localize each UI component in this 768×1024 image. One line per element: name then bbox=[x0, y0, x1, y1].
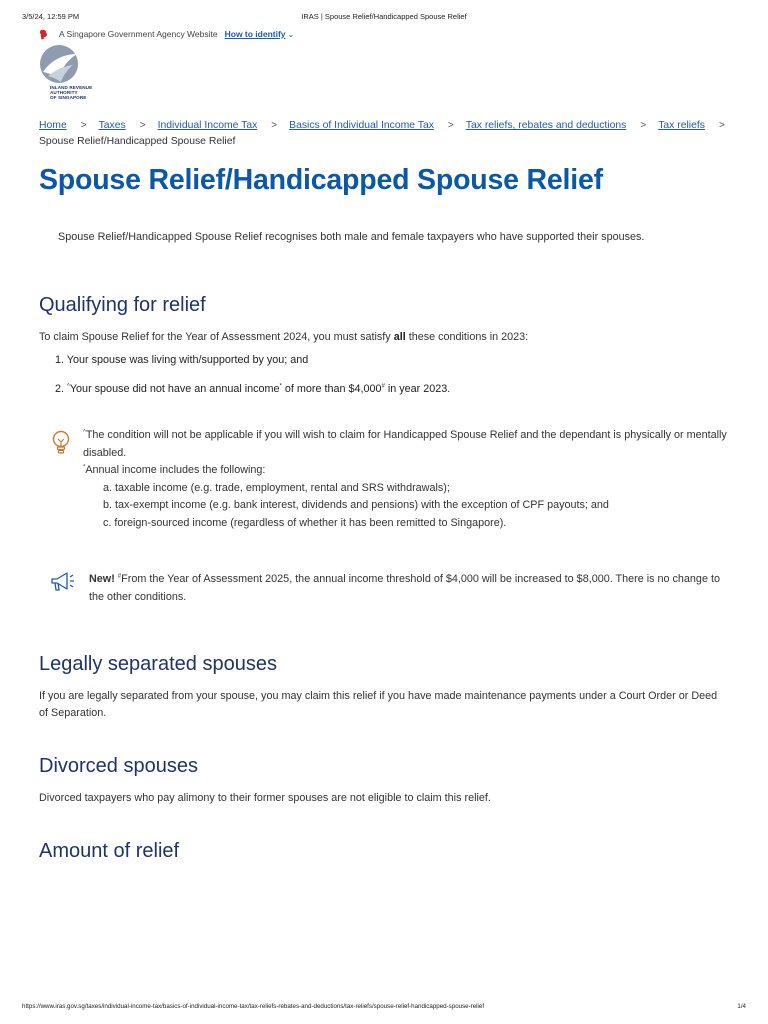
qualifying-lead: To claim Spouse Relief for the Year of Assessment 2024, you must satisfy all these conditions in 2023: bbox=[39, 331, 529, 343]
chevron-right-icon: > bbox=[139, 120, 146, 131]
breadcrumb-link[interactable]: Tax reliefs bbox=[658, 120, 705, 131]
note-conditions bbox=[39, 427, 728, 537]
note-new-body: New! #From the Year of Assessment 2025, the annual income threshold of $4,000 will be increased to $8,000. There is no change to the other conditions. bbox=[89, 573, 720, 603]
condition-1: 1. Your spouse was living with/supported by you; and bbox=[55, 354, 309, 366]
note-income-item: b. tax-exempt income (e.g. bank interest, dividends and pensions) with the exception of CPF payouts; and bbox=[103, 499, 609, 511]
print-header bbox=[22, 12, 746, 22]
heading-amount-of-relief: Amount of relief bbox=[39, 840, 180, 862]
divorced-text: Divorced taxpayers who pay alimony to their former spouses are not eligible to claim this relief. bbox=[39, 792, 491, 804]
logo-text: INLAND REVENUE AUTHORITY OF SINGAPORE bbox=[50, 85, 93, 100]
heading-qualifying: Qualifying for relief bbox=[39, 294, 206, 316]
note-annual-income: *Annual income includes the following: bbox=[83, 464, 266, 476]
condition-2: 2. ^Your spouse did not have an annual income* of more than $4,000# in year 2023. bbox=[55, 383, 451, 395]
heading-divorced: Divorced spouses bbox=[39, 755, 198, 777]
breadcrumb-link[interactable]: Individual Income Tax bbox=[157, 120, 258, 131]
note-conditions-body bbox=[83, 427, 728, 532]
chevron-right-icon: > bbox=[271, 120, 278, 131]
breadcrumb-links bbox=[39, 118, 728, 133]
intro-text: Spouse Relief/Handicapped Spouse Relief recognises both male and female taxpayers who have supported their spouses. bbox=[58, 231, 645, 243]
page-url: https://www.iras.gov.sg/taxes/individual-income-tax/basics-of-individual-income-tax/tax-reliefs-rebates-and-deductions/tax-reliefs/spouse-relief-handicapped-spouse-relief bbox=[22, 1003, 485, 1010]
chevron-down-icon[interactable]: ⌄ bbox=[287, 29, 295, 39]
note-condition-caret: ^The condition will not be applicable if you will wish to claim for Handicapped Spouse Relief and the dependant is physically or mentally disabled. bbox=[83, 429, 727, 459]
heading-legally-separated: Legally separated spouses bbox=[39, 653, 277, 675]
breadcrumb-link[interactable]: Taxes bbox=[98, 120, 126, 131]
breadcrumb-link[interactable]: Basics of Individual Income Tax bbox=[289, 120, 434, 131]
singapore-lion-icon bbox=[39, 29, 49, 40]
chevron-right-icon: > bbox=[640, 120, 647, 131]
note-income-item: a. taxable income (e.g. trade, employment, rental and SRS withdrawals); bbox=[103, 481, 450, 494]
page-number: 1/4 bbox=[737, 1003, 746, 1010]
breadcrumb-link[interactable]: Tax reliefs, rebates and deductions bbox=[465, 120, 627, 131]
legally-separated-text: If you are legally separated from your spouse, you may claim this relief if you have made maintenance payments under a Court Order or Deed of Separation. bbox=[39, 690, 718, 719]
gov-banner bbox=[39, 27, 294, 41]
conditions-list bbox=[55, 353, 450, 397]
chevron-right-icon: > bbox=[80, 120, 87, 131]
breadcrumb bbox=[39, 118, 728, 149]
chevron-right-icon: > bbox=[718, 120, 725, 131]
chevron-right-icon: > bbox=[447, 120, 454, 131]
gov-banner-text: A Singapore Government Agency Website bbox=[59, 29, 218, 39]
lightbulb-icon bbox=[51, 430, 71, 456]
print-date: 3/5/24, 12:59 PM bbox=[22, 12, 80, 21]
how-to-identify-link[interactable]: How to identify bbox=[224, 29, 286, 39]
page-title: Spouse Relief/Handicapped Spouse Relief bbox=[39, 164, 603, 196]
note-new bbox=[39, 571, 728, 611]
breadcrumb-link[interactable]: Home bbox=[39, 120, 67, 131]
breadcrumb-current: Spouse Relief/Handicapped Spouse Relief bbox=[39, 136, 236, 147]
print-title: IRAS | Spouse Relief/Handicapped Spouse Relief bbox=[301, 12, 467, 21]
megaphone-icon bbox=[49, 571, 75, 593]
note-income-item: c. foreign-sourced income (regardless of whether it has been remitted to Singapore). bbox=[103, 516, 507, 529]
